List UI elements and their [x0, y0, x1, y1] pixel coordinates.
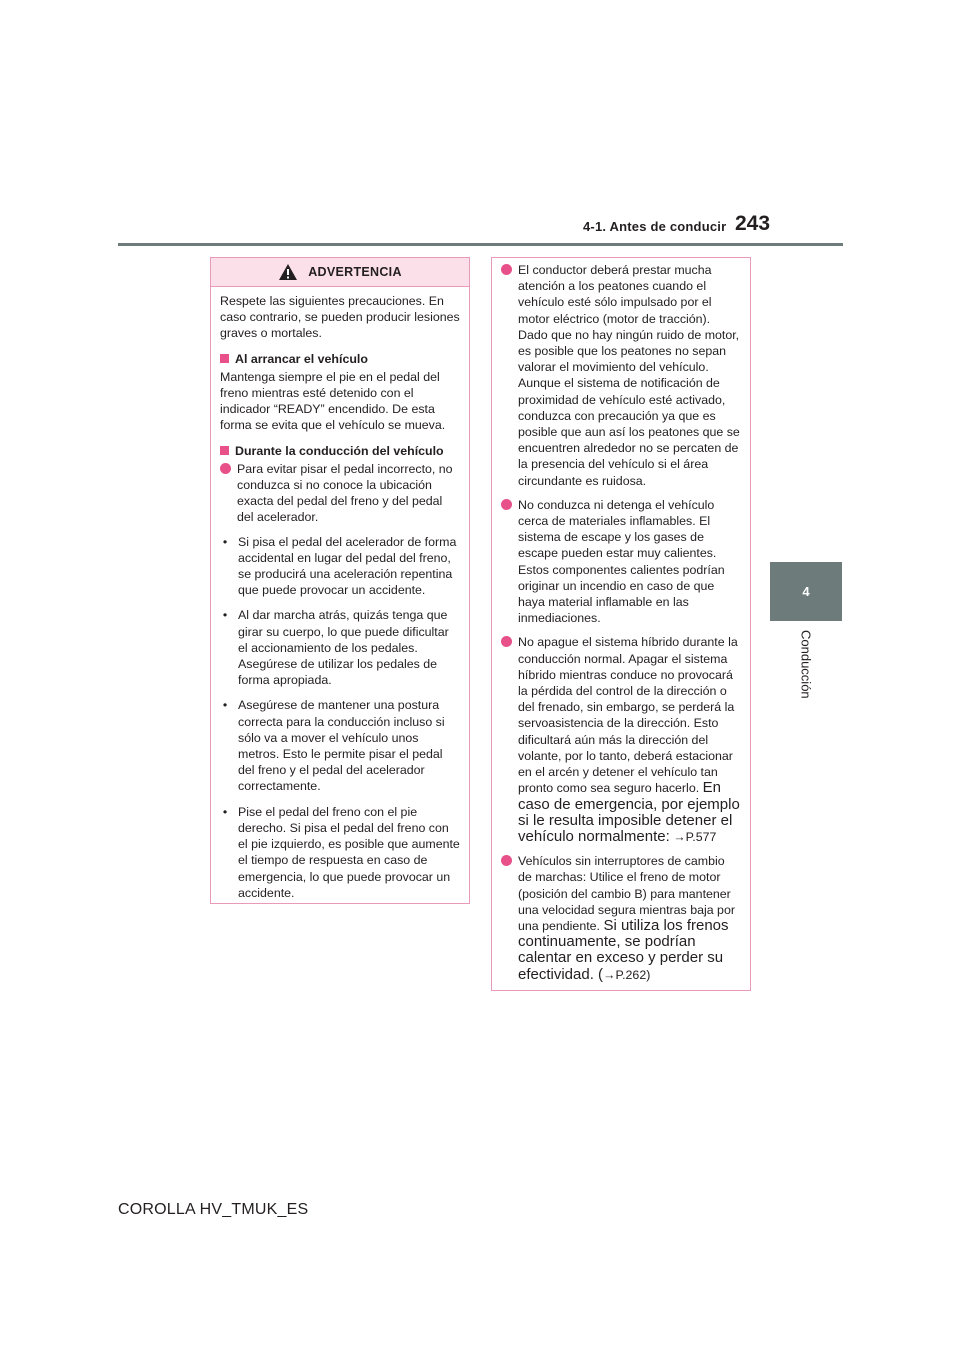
warning-header — [211, 258, 469, 287]
subsection-title: Durante la conducción del vehículo — [235, 443, 444, 458]
circle-bullet-icon — [501, 855, 512, 866]
chapter-title: Conducción — [798, 630, 814, 699]
bullet-item — [220, 804, 460, 901]
warning-box-continued — [491, 257, 751, 991]
list-item-text: No apague el sistema híbrido durante la conducción normal. Apagar el sistema híbrido mientras conduce no provocará la pérdida del control de la dirección o del frenado, sin embargo, se perderá la servoasistencia de la dirección. Esto dificultará aún más la dirección del volante, por lo tanto, deberá estacionar en el arcén y detener el vehículo tan pronto como sea seguro hacerlo. — [518, 635, 738, 796]
header-section-title: 4-1. Antes de conducir — [583, 219, 727, 234]
chapter-tab — [770, 562, 842, 621]
list-item-text: No conduzca ni detenga el vehículo cerca de materiales inflamables. El sistema de escape y los gases de escape pueden estar muy calientes. Estos componentes calientes podrían originar un incendio en caso de que haya material inflamable en las inmediaciones. — [518, 497, 725, 626]
bullet-text: Pise el pedal del freno con el pie derecho. Si pisa el pedal del freno con el pie izquierdo, es posible que aumente el tiempo de respuesta en caso de emergencia, lo que puede provocar un accidente. — [238, 804, 460, 900]
list-item-text: El conductor deberá prestar mucha atención a los peatones cuando el vehículo esté sólo impulsado por el motor eléctrico (motor de tracción). Dado que no hay ningún ruido de motor, es posible que los peatones no sepan valorar el movimiento del vehículo. Aunque el sistema de notificación de proximidad de vehículo esté activado, conduzca con precaución ya que es posible que aun así los peatones que se encuentren alrededor no se percaten de la presencia del vehículo si el área circundante es ruidosa. — [518, 263, 740, 488]
emphasis-text: En caso de emergencia, por ejemplo si le resulta imposible detener el vehículo normalmente: — [518, 779, 740, 845]
warning-title: ADVERTENCIA — [308, 264, 402, 279]
subsection-heading — [220, 443, 460, 459]
circle-bullet-icon — [501, 499, 512, 510]
list-item-text: Para evitar pisar el pedal incorrecto, no conduzca si no conoce la ubicación exacta del pedal del freno y del pedal del acelerador. — [237, 461, 453, 525]
subsection-title: Al arrancar el vehículo — [235, 351, 368, 366]
list-item — [501, 262, 741, 489]
bullet-mark: • — [222, 804, 228, 819]
circle-bullet-icon — [501, 264, 512, 275]
list-item-text: Vehículos sin interruptores de cambio de marchas: Utilice el freno de motor (posición del cambio B) para mantener una velocidad segura mientras baja por una pendiente. — [518, 854, 735, 933]
bullet-item — [220, 697, 460, 794]
warning-body — [211, 287, 469, 901]
list-item — [501, 634, 741, 845]
list-item-content — [518, 853, 741, 983]
warning-intro: Respete las siguientes precauciones. En caso contrario, se pueden producir lesiones graves o mortales. — [220, 294, 460, 341]
bullet-item — [220, 534, 460, 599]
list-item — [220, 461, 460, 526]
circle-bullet-icon — [501, 636, 512, 647]
warning-triangle-icon — [278, 263, 298, 281]
subsection-heading — [220, 351, 460, 367]
list-item-content — [518, 634, 741, 845]
list-item — [501, 497, 741, 627]
chapter-number: 4 — [802, 584, 810, 599]
warning-box — [210, 257, 470, 904]
square-bullet-icon — [220, 446, 229, 455]
emphasis-text: Si utiliza los frenos continuamente, se podrían calentar en exceso y perder su efectividad. ( — [518, 916, 729, 983]
bullet-text: Asegúrese de mantener una postura correcta para la conducción incluso si sólo va a mover el vehículo unos metros. Esto le permite pisar el pedal del freno y el pedal del acelerador correctamente. — [238, 698, 445, 794]
page-number: 243 — [735, 212, 771, 235]
bullet-text: Al dar marcha atrás, quizás tenga que girar su cuerpo, lo que puede dificultar el accionamiento de los pedales. Asegúrese de utilizar los pedales de forma apropiada. — [238, 608, 449, 688]
footer-model: COROLLA HV_TMUK_ES — [118, 1201, 309, 1218]
page-reference[interactable]: →P.577 — [673, 829, 717, 844]
list-item — [501, 853, 741, 983]
page-reference[interactable]: →P.262) — [603, 967, 651, 982]
bullet-mark: • — [222, 534, 228, 549]
bullet-mark: • — [222, 698, 228, 713]
subsection-text: Mantenga siempre el pie en el pedal del freno mientras esté detenido con el indicador “READY” encendido. De esta forma se evita que el vehículo se mueva. — [220, 369, 446, 433]
bullet-mark: • — [222, 608, 228, 623]
square-bullet-icon — [220, 354, 229, 363]
bullet-item — [220, 607, 460, 688]
bullet-text: Si pisa el pedal del acelerador de forma accidental en lugar del pedal del freno, se producirá una aceleración repentina que puede provocar un accidente. — [238, 534, 457, 598]
header-rule — [118, 243, 843, 246]
circle-bullet-icon — [220, 463, 231, 474]
